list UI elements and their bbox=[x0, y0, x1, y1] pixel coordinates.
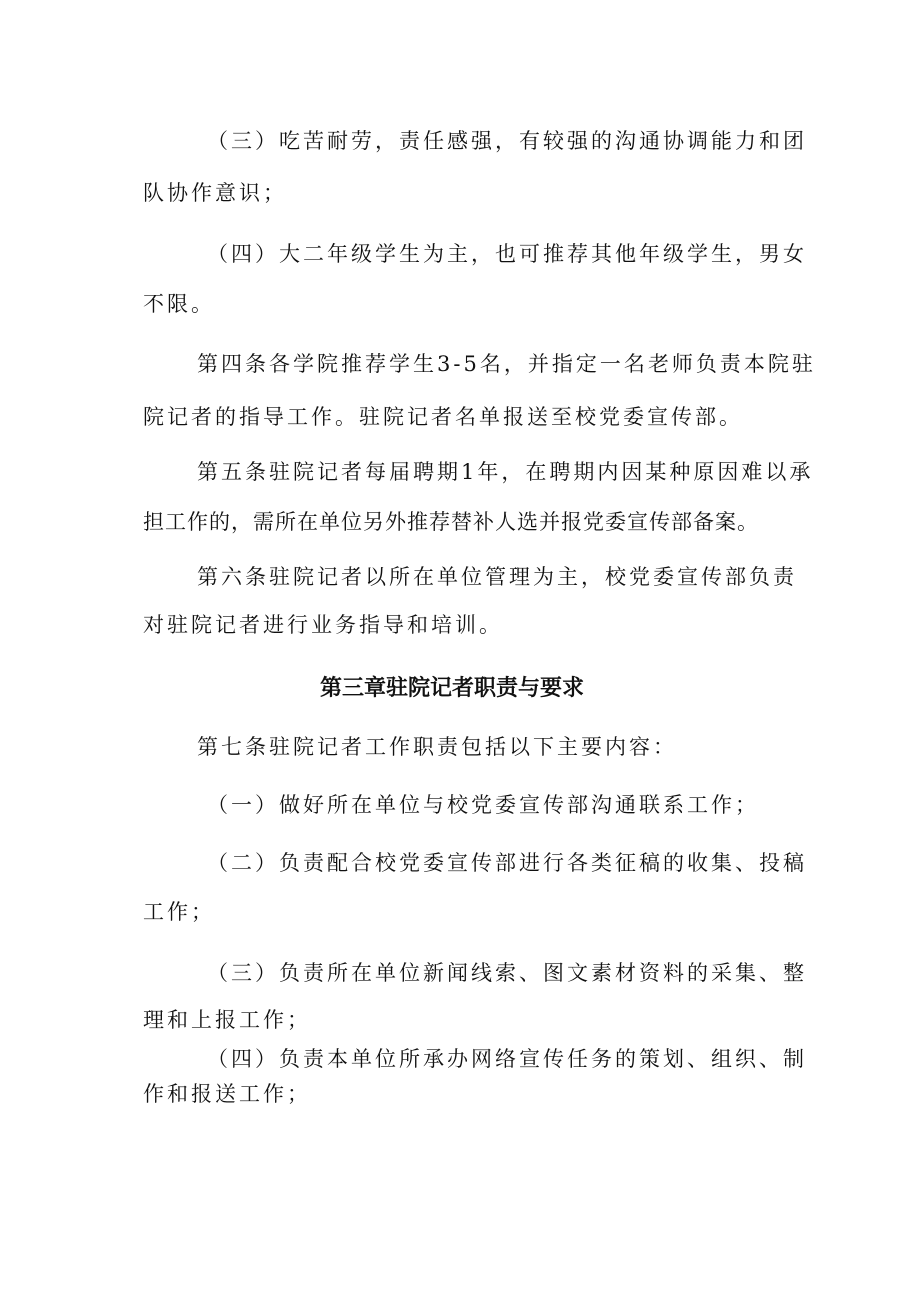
paragraph-line: 对驻院记者进行业务指导和培训。 bbox=[143, 613, 503, 637]
list-item-line: 作和报送工作； bbox=[143, 1082, 311, 1106]
list-item-line: （三）负责所在单位新闻线索、图文素材资料的采集、整 bbox=[207, 961, 807, 985]
list-item-line: （四）负责本单位所承办网络宣传任务的策划、组织、制 bbox=[207, 1047, 807, 1071]
paragraph-line: 担工作的，需所在单位另外推荐替补人选并报党委宣传部备案。 bbox=[143, 510, 759, 534]
list-item-line: （二）负责配合校党委宣传部进行各类征稿的收集、投稿 bbox=[207, 851, 807, 875]
paragraph-line: 第五条驻院记者每届聘期1年，在聘期内因某种原因难以承 bbox=[197, 460, 814, 484]
paragraph-line: （三）吃苦耐劳，责任感强，有较强的沟通协调能力和团 bbox=[207, 129, 807, 153]
paragraph-line: 第六条驻院记者以所在单位管理为主，校党委宣传部负责 bbox=[197, 565, 797, 589]
paragraph-line: （四）大二年级学生为主，也可推荐其他年级学生，男女 bbox=[207, 242, 807, 266]
list-item-line: 工作； bbox=[143, 900, 215, 924]
paragraph-line: 队协作意识； bbox=[143, 181, 287, 205]
list-item-line: （一）做好所在单位与校党委宣传部沟通联系工作； bbox=[207, 793, 759, 817]
chapter-heading: 第三章驻院记者职责与要求 bbox=[320, 676, 585, 701]
paragraph-line: 院记者的指导工作。驻院记者名单报送至校党委宣传部。 bbox=[143, 405, 743, 429]
paragraph-line: 不限。 bbox=[143, 292, 215, 316]
paragraph-line: 第七条驻院记者工作职责包括以下主要内容： bbox=[197, 735, 677, 759]
list-item-line: 理和上报工作； bbox=[143, 1008, 311, 1032]
paragraph-line: 第四条各学院推荐学生3-5名，并指定一名老师负责本院驻 bbox=[197, 352, 816, 376]
